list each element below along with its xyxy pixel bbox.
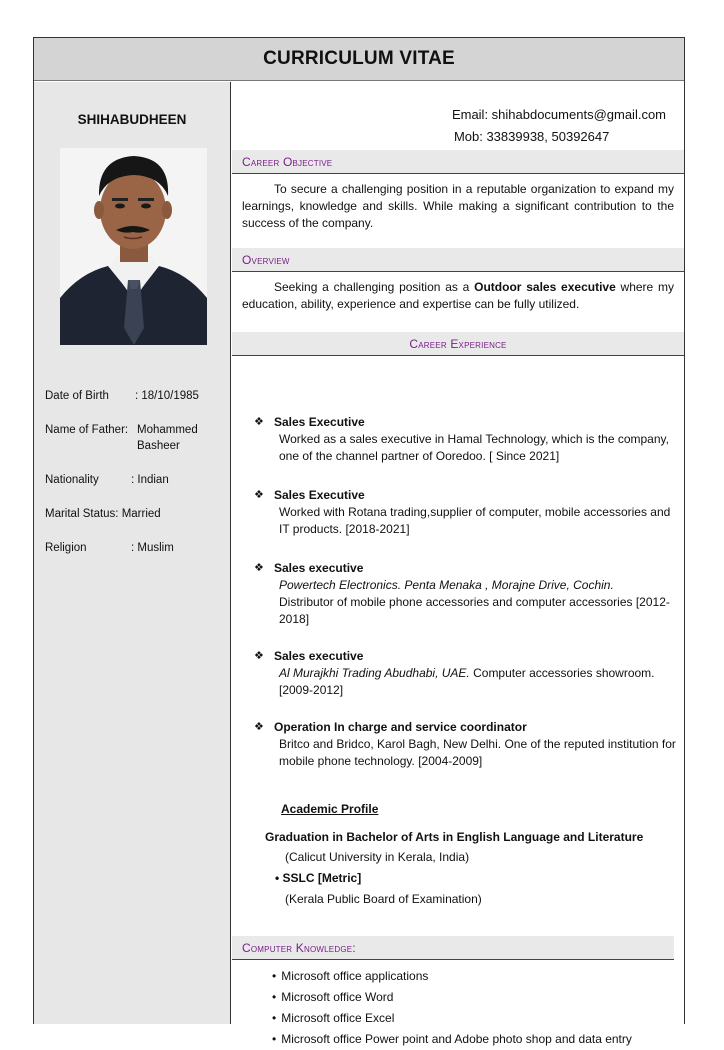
candidate-name: SHIHABUDHEEN — [77, 112, 187, 127]
sslc-title: SSLC [Metric] — [282, 871, 362, 885]
father-value: Mohammed Basheer — [137, 424, 198, 452]
overview-heading: Overview — [232, 248, 684, 272]
overview-paragraph — [242, 279, 674, 313]
sslc-board: (Kerala Public Board of Examination) — [285, 892, 482, 906]
academic-profile — [265, 802, 644, 910]
job-title: Sales Executive — [274, 415, 365, 429]
left-panel — [34, 82, 231, 1024]
profile-photo — [60, 148, 207, 345]
experience-list — [254, 414, 680, 770]
overview-text-after: where my education, ability, experience and expertise can be fully utilized. — [242, 280, 674, 311]
academic-heading: Academic Profile — [281, 802, 379, 816]
list-item: • Microsoft office Word — [272, 987, 632, 1008]
job-description: Britco and Bridco, Karol Bagh, New Delhi. One of the reputed institution for mobile phone technology. [2004-2009] — [279, 737, 676, 768]
job-title: Sales executive — [274, 649, 364, 663]
religion-value: : Muslim — [131, 542, 174, 554]
degree-title: Graduation in Bachelor of Arts in English Language and Literature — [265, 830, 644, 844]
personal-details — [45, 388, 225, 574]
title-bar — [34, 38, 684, 81]
job-description — [254, 577, 680, 628]
list-item: • Microsoft office Excel — [272, 1008, 632, 1029]
nationality-row — [45, 472, 225, 488]
diamond-bullet-icon: ❖ — [254, 721, 264, 733]
objective-text: To secure a challenging position in a reputable organization to expand my learnings, knowledge and skills. While making a significant contribution to the success of the company. — [242, 182, 674, 230]
career-experience-heading: Career Experience — [232, 332, 684, 356]
job-title: Operation In charge and service coordinator — [274, 720, 527, 734]
computer-knowledge-heading: Computer Knowledge: — [232, 936, 674, 960]
email-text: Email: shihabdocuments@gmail.com — [451, 107, 666, 122]
experience-item — [254, 648, 680, 699]
job-title: Sales executive — [274, 561, 364, 575]
degree-university: (Calicut University in Kerala, India) — [285, 850, 470, 864]
job-description-text: Distributor of mobile phone accessories and computer accessories [2012- 2018] — [279, 595, 670, 626]
diamond-bullet-icon: ❖ — [254, 650, 264, 662]
job-title: Sales Executive — [274, 488, 365, 502]
nationality-label: Nationality — [45, 474, 99, 486]
employer-text: Powertech Electronics. Penta Menaka , Morajne Drive, Cochin. — [279, 578, 614, 592]
right-panel — [232, 82, 684, 1046]
dob-label: Date of Birth — [45, 390, 109, 402]
career-objective-heading: Career Objective — [232, 150, 684, 174]
objective-paragraph — [242, 181, 674, 232]
religion-row — [45, 540, 225, 556]
religion-label: Religion — [45, 542, 87, 554]
contact-block — [452, 104, 666, 148]
marital-label: Marital Status: — [45, 508, 119, 520]
diamond-bullet-icon: ❖ — [254, 489, 264, 501]
nationality-value: : Indian — [131, 474, 169, 486]
marital-row — [45, 506, 225, 522]
overview-text-bold: Outdoor sales executive — [474, 280, 616, 294]
cv-sheet — [33, 37, 685, 1046]
dob-row — [45, 388, 225, 404]
job-description: Worked as a sales executive in Hamal Technology, which is the company, one of the channel partner of Ooredoo. [ Since 2021] — [279, 432, 669, 463]
experience-item — [254, 560, 680, 628]
father-row — [45, 422, 225, 454]
diamond-bullet-icon: ❖ — [254, 562, 264, 574]
diamond-bullet-icon: ❖ — [254, 416, 264, 428]
list-item: • Microsoft office applications — [272, 966, 632, 987]
document-title: CURRICULUM VITAE — [263, 48, 455, 69]
dob-value: : 18/10/1985 — [135, 390, 199, 402]
job-description — [254, 665, 680, 699]
experience-item — [254, 414, 680, 465]
computer-skills-list — [272, 966, 632, 1050]
father-label: Name of Father: — [45, 424, 129, 436]
experience-item — [254, 719, 680, 770]
sslc-item: • SSLC [Metric] — [275, 871, 362, 885]
list-item: • Microsoft office Power point and Adobe photo shop and data entry — [272, 1029, 632, 1050]
marital-value: Married — [121, 508, 161, 520]
job-description-text: Computer accessories showroom. [2009-2012] — [279, 666, 655, 697]
portrait-image — [60, 148, 207, 345]
job-description: Worked with Rotana trading,supplier of computer, mobile accessories and IT products. [2018-2021] — [279, 505, 671, 536]
mobile-text: Mob: 33839938, 50392647 — [453, 129, 610, 144]
overview-text-before: Seeking a challenging position as a — [274, 280, 475, 294]
employer-text: Al Murajkhi Trading Abudhabi, UAE. — [279, 666, 470, 680]
experience-item — [254, 487, 680, 538]
